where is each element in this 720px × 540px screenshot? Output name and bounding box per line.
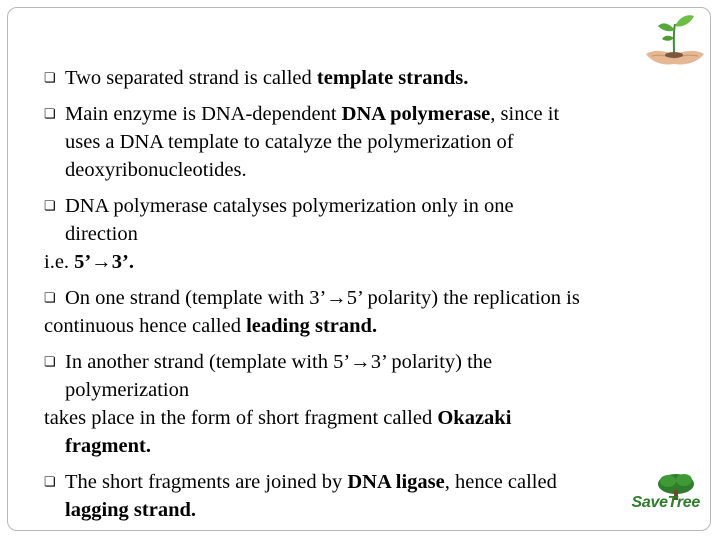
bullet-leading-strand [44, 284, 694, 312]
text: On one strand (template with 3’→5’ polarity) the replication is [65, 287, 580, 309]
bullet-dna-polymerase [44, 192, 694, 220]
text: The short fragments are joined by [65, 471, 348, 493]
bullet-icon: ❏ [44, 106, 56, 121]
text: continuous hence called [44, 315, 247, 337]
bold-term: lagging strand. [65, 499, 196, 521]
slide-body [44, 64, 694, 524]
bullet-icon: ❏ [44, 198, 56, 213]
bullet-okazaki [44, 348, 694, 376]
bold-term: leading strand. [246, 315, 378, 337]
line-leading [44, 312, 694, 340]
line-continuation: deoxyribonucleotides. [65, 159, 247, 181]
bullet-icon: ❏ [44, 474, 56, 489]
line-direction [44, 248, 694, 276]
line-continuation: direction [65, 223, 138, 245]
bold-term: Okazaki [437, 407, 512, 429]
text: , hence called [444, 471, 557, 493]
bold-term: fragment. [65, 435, 151, 457]
text: , since it [490, 103, 560, 125]
bold-term: DNA polymerase [341, 103, 491, 125]
bold-term: 5’→3’. [74, 251, 134, 273]
savetree-logo [620, 472, 700, 518]
line-continuation: polymerization [65, 379, 190, 401]
bullet-main-enzyme [44, 100, 694, 128]
bold-term: DNA ligase [347, 471, 445, 493]
text: takes place in the form of short fragment called [44, 407, 438, 429]
text: DNA polymerase catalyses polymerization only in one [65, 195, 514, 217]
line-continuation: uses a DNA template to catalyze the polymerization of [65, 131, 514, 153]
line-continuation [44, 432, 694, 460]
bullet-icon: ❏ [44, 70, 56, 85]
text: In another strand (template with 5’→3’ polarity) the [65, 351, 493, 373]
text: Two separated strand is called [65, 67, 317, 89]
line-okazaki [44, 404, 694, 432]
bullet-ligase [44, 468, 694, 496]
bullet-icon: ❏ [44, 290, 56, 305]
hands-sprout-icon [640, 8, 710, 70]
line-continuation [44, 496, 694, 524]
bold-term: template strands. [316, 67, 469, 89]
logo-text: SaveTree [631, 494, 700, 511]
bullet-template-strands [44, 64, 694, 92]
text: Main enzyme is DNA-dependent [65, 103, 342, 125]
bullet-icon: ❏ [44, 354, 56, 369]
text: i.e. [44, 251, 75, 273]
